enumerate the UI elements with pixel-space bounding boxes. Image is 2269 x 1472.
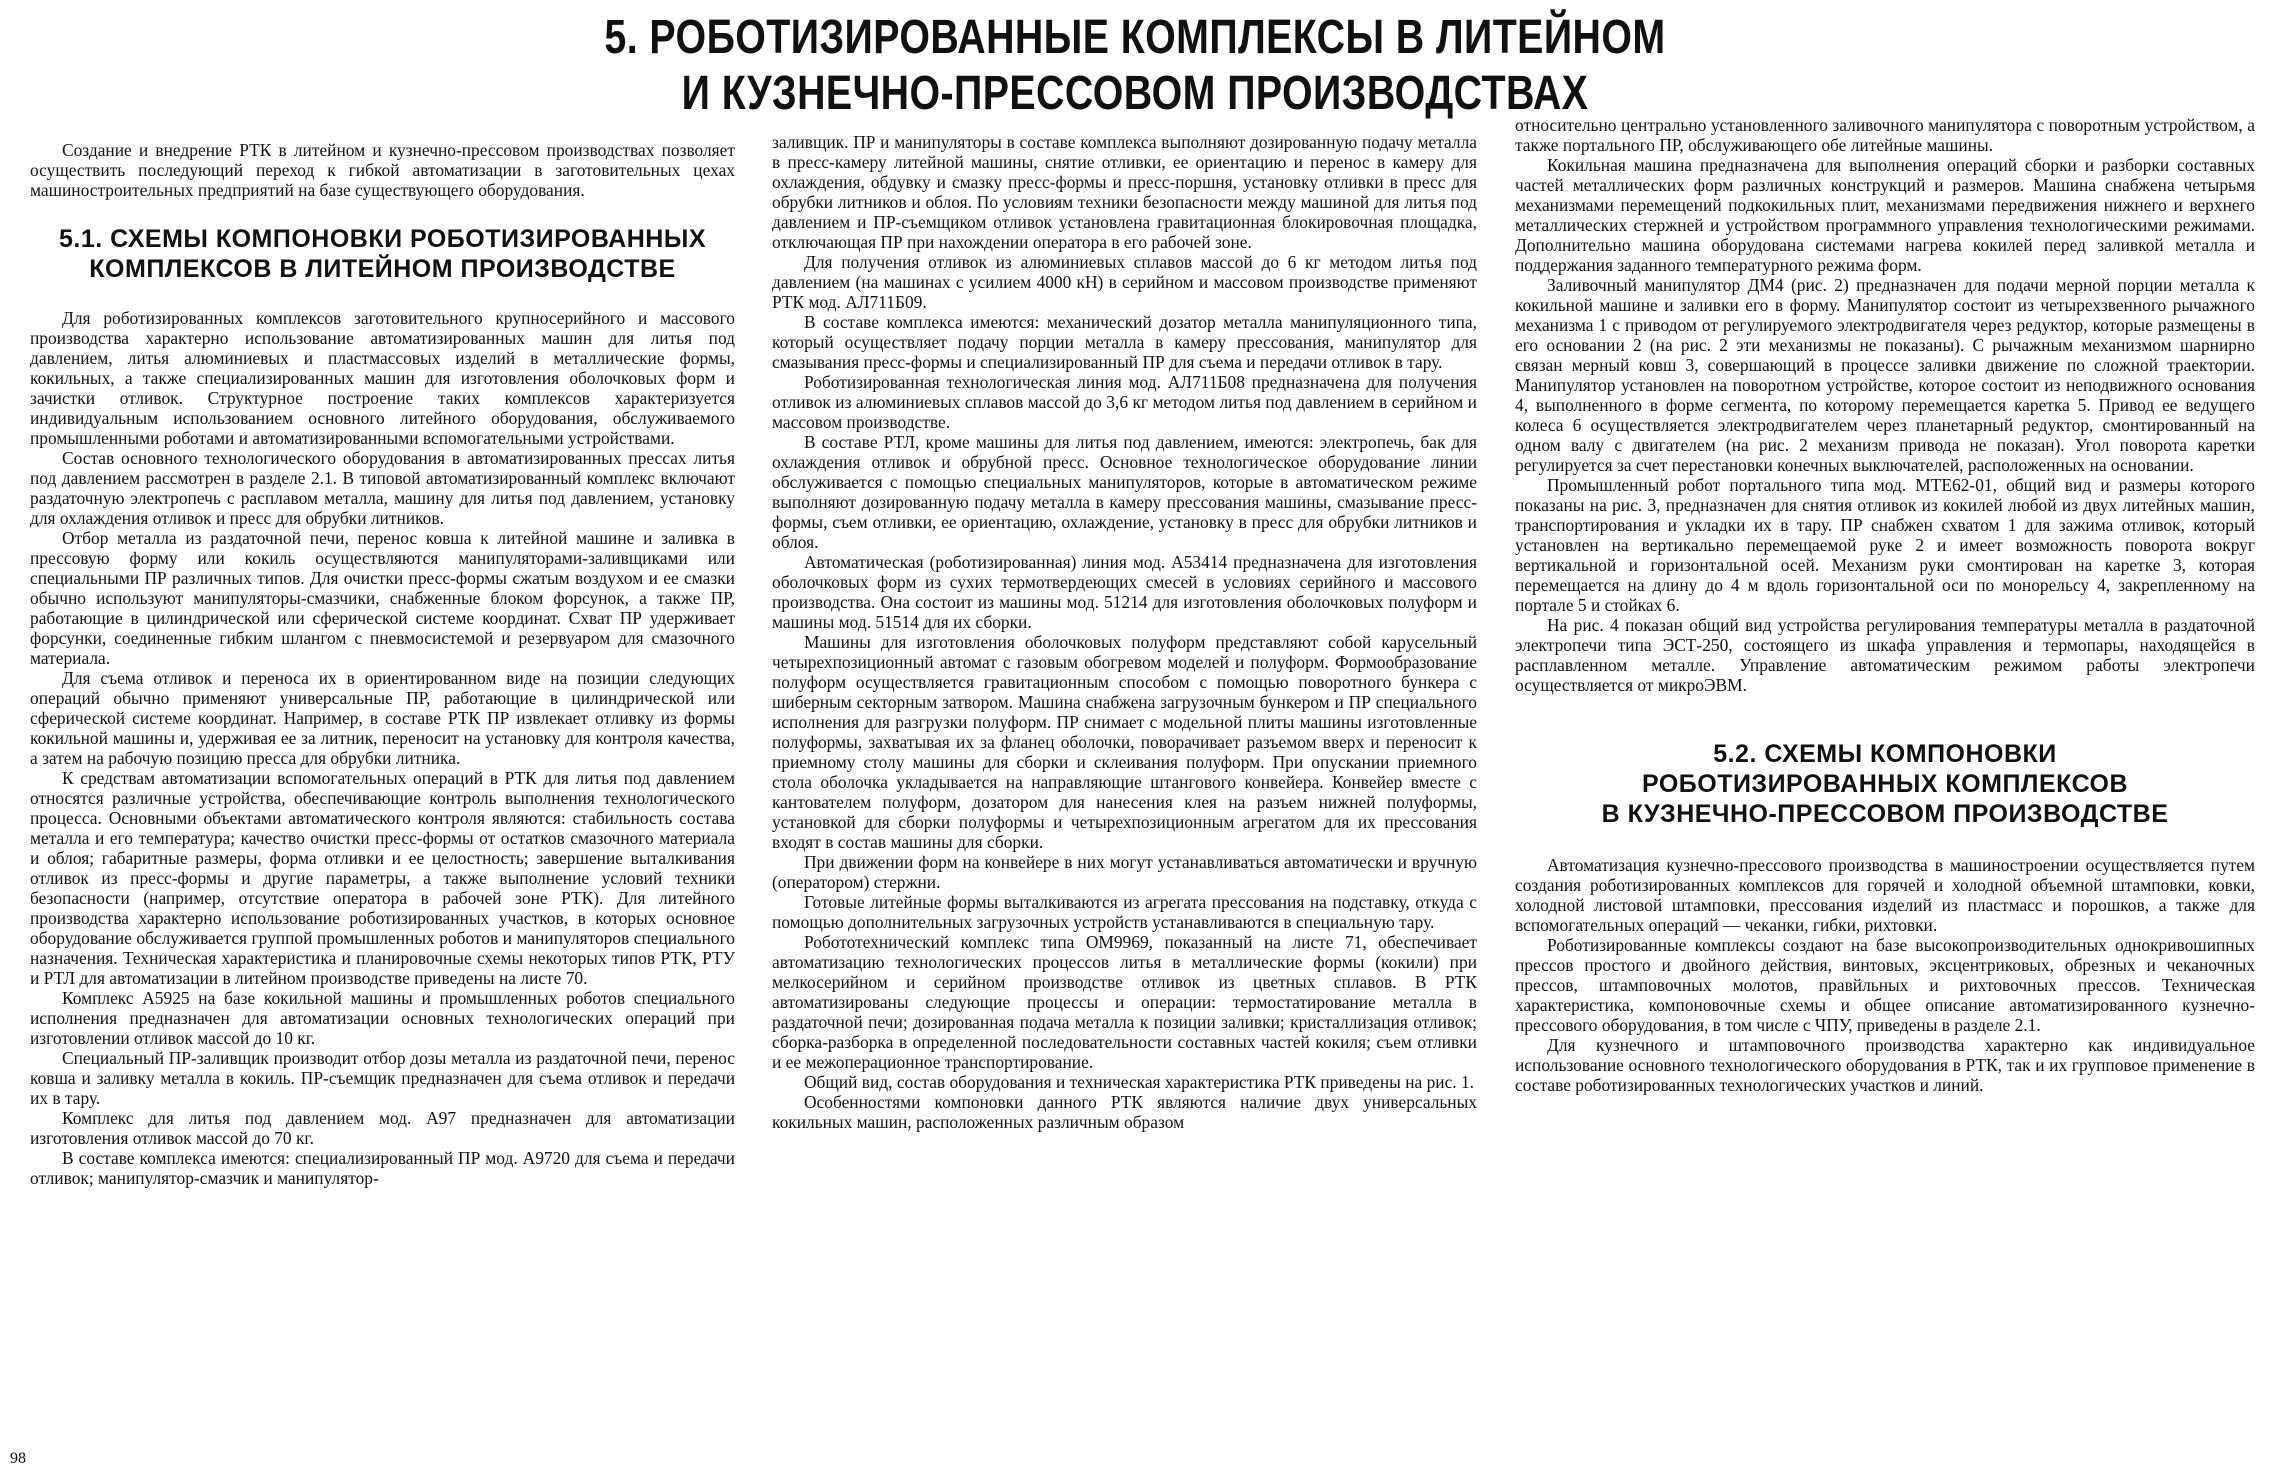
text-column-2 <box>772 132 1477 1132</box>
paragraph: Для кузнечного и штамповочного производства характерно как индивидуальное использование основного технологического оборудования в РТК, так и их групповое применение в составе роботизированных технологических участков и линий. <box>1515 1035 2255 1095</box>
paragraph: Роботизированная технологическая линия мод. АЛ711Б08 предназначена для получения отливок из алюминиевых сплавов массой до 3,6 кг методом литья под давлением в серийном и массовом производстве. <box>772 372 1477 432</box>
section-5-1-heading <box>30 224 735 284</box>
continued-paragraph: заливщик. ПР и манипуляторы в составе комплекса выполняют дозированную подачу металла в пресс-камеру литейной машины, снятие отливки, ее ориентацию и перенос в камеру для охлаждения, обдувку и смазку пресс-формы и пресс-поршня, установку отливки в пресс для обрубки литников и облоя. По условиям техники безопасности между машиной для литья под давлением и ПР-съемщиком отливок установлена гравитационная блокировочная площадка, отключающая ПР при нахождении оператора в его рабочей зоне. <box>772 132 1477 252</box>
paragraph: Готовые литейные формы выталкиваются из агрегата прессования на подставку, откуда с помощью дополнительных загрузочных устройств устанавливаются в специальную тару. <box>772 892 1477 932</box>
text-column-1 <box>30 140 735 1188</box>
paragraph: Заливочный манипулятор ДМ4 (рис. 2) предназначен для подачи мерной порции металла к кокильной машине и заливки его в форму. Манипулятор состоит из четырехзвенного рычажного механизма 1 с приводом от регулируемого электродвигателя через редуктор, которые размещены в его основании 2 (на рис. 2 эти механизмы не показаны). С рычажным механизмом шарнирно связан мерный ковш 3, совершающий в процессе заливки движение по сложной траектории. Манипулятор установлен на поворотном устройстве, которое состоит из неподвижного основания 4, выполненного в форме сегмента, по которому перемещается каретка 5. Привод ее ведущего колеса 6 осуществляется электродвигателем через планетарный редуктор, смонтированный на одном валу с двигателем (на рис. 2 механизм привода не показан). Угол поворота каретки регулируется за счет перестановки конечных выключателей, расположенных на основании. <box>1515 275 2255 475</box>
paragraph: Промышленный робот портального типа мод. МТЕ62-01, общий вид и размеры которого показаны на рис. 3, предназначен для снятия отливок из кокилей любой из двух литейных машин, транспортирования и укладки их в тару. ПР снабжен схватом 1 для зажима отливок, который установлен на вертикально перемещаемой руке 2 и имеет возможность поворота вокруг вертикальной и горизонтальной осей. Механизм руки смонтирован на каретке 3, которая перемещается на длину до 4 м вдоль горизонтальной оси по монорельсу 4, закрепленному на портале 5 и стойках 6. <box>1515 475 2255 615</box>
section-5-2-heading-line-2: РОБОТИЗИРОВАННЫХ КОМПЛЕКСОВ <box>1641 770 2128 798</box>
paragraph: Комплекс для литья под давлением мод. А97 предназначен для автоматизации изготовления отливок массой до 70 кг. <box>30 1108 735 1148</box>
section-5-2-heading <box>1515 739 2255 829</box>
paragraph: К средствам автоматизации вспомогательных операций в РТК для литья под давлением относятся различные устройства, обеспечивающие контроль выполнения технологического процесса. Основными объектами автоматического контроля являются: стабильность состава металла и его температура; качество очистки пресс-формы от остатков смазочного материала и облоя; габаритные размеры, форма отливки и ее целостность; завершение выталкивания отливок из пресс-формы и другие параметры, а также выполнение условий техники безопасности (например, отсутствие оператора в рабочей зоне РТК). Для литейного производства характерно использование роботизированных участков, в которых основное оборудование обслуживается группой промышленных роботов и манипуляторов специального назначения. Техническая характеристика и планировочные схемы некоторых типов РТК, РТУ и РТЛ для автоматизации в литейном производстве приведены на листе 70. <box>30 768 735 988</box>
continued-paragraph: относительно центрально установленного заливочного манипулятора с поворотным устройством, а также портального ПР, обслуживающего обе литейные машины. <box>1515 115 2255 155</box>
section-5-2-heading-line-3: В КУЗНЕЧНО-ПРЕССОВОМ ПРОИЗВОДСТВЕ <box>1601 800 2169 828</box>
intro-paragraph: Создание и внедрение РТК в литейном и кузнечно-прессовом производствах позволяет осуществить последующий переход к гибкой автоматизации в заготовительных цехах машиностроительных предприятий на базе существующего оборудования. <box>30 140 735 200</box>
chapter-title <box>516 10 1754 122</box>
paragraph: Общий вид, состав оборудования и техническая характеристика РТК приведены на рис. 1. <box>804 1072 1475 1092</box>
chapter-title-line-2: И КУЗНЕЧНО-ПРЕССОВОМ ПРОИЗВОДСТВАХ <box>681 67 1589 120</box>
paragraph: Отбор металла из раздаточной печи, перенос ковша к литейной машине и заливка в прессовую форму или кокиль осуществляются манипуляторами-заливщиками или специальными ПР различных типов. Для очистки пресс-формы сжатым воздухом и ее смазки обычно используют манипуляторы-смазчики, снабженные блоком форсунок, а также ПР, работающие в цилиндрической или сферической системе координат. Схват ПР удерживает форсунки, соединенные гибким шлангом с пневмосистемой и резервуаром для смазочного материала. <box>30 528 735 668</box>
paragraph: Для съема отливок и переноса их в ориентированном виде на позиции следующих операций обычно применяют универсальные ПР, работающие в цилиндрической или сферической системе координат. Например, в составе РТК ПР извлекает отливку из формы кокильной машины и, удерживая ее за литник, переносит на установку для контроля качества, а затем на рабочую позицию пресса для обрубки литника. <box>30 668 735 768</box>
page-number: 98 <box>10 1450 26 1467</box>
section-5-2-heading-line-1: 5.2. СХЕМЫ КОМПОНОВКИ <box>1713 740 2057 768</box>
paragraph: Роботизированные комплексы создают на базе высокопроизводительных однокривошипных прессов простого и двойного действия, винтовых, эксцентриковых, обрезных и чеканочных прессов, штамповочных молотов, правйльных и рихтовочных прессов. Техническая характеристика, компоновочные схемы и общее описание автоматизированного кузнечно-прессового оборудования, в том числе с ЧПУ, приведены в разделе 2.1. <box>1515 935 2255 1035</box>
paragraph: Машины для изготовления оболочковых полуформ представляют собой карусельный четырехпозиционный автомат с газовым обогревом моделей и полуформ. Формообразование полуформ осуществляется гравитационным способом с помощью поворотного бункера с шиберным секторным затвором. Машина снабжена загрузочным бункером и ПР специального исполнения для разгрузки полуформ. ПР снимает с модельной плиты машины изготовленные полуформы, захватывая их за фланец оболочки, поворачивает разъемом вверх и переносит к приемному столу машины для сборки и склеивания полуформ. При опускании приемного стола оболочка укладывается на направляющие штангового конвейера. Конвейер вместе с кантователем полуформ, дозатором для нанесения клея на разъем нижней полуформы, установкой для сборки полуформы и четырехпозиционным агрегатом для их прессования входят в состав машины для сборки. <box>772 632 1477 852</box>
text-column-3 <box>1515 115 2255 1095</box>
section-5-1-heading-line-2: КОМПЛЕКСОВ В ЛИТЕЙНОМ ПРОИЗВОДСТВЕ <box>89 255 676 283</box>
paragraph: Состав основного технологического оборудования в автоматизированных прессах литья под давлением рассмотрен в разделе 2.1. В типовой автоматизированный комплекс включают раздаточную электропечь с расплавом металла, машину для литья под давлением, установку для охлаждения отливок и пресс для обрубки литников. <box>30 448 735 528</box>
section-5-1-heading-line-1: 5.1. СХЕМЫ КОМПОНОВКИ РОБОТИЗИРОВАННЫХ <box>58 225 706 253</box>
paragraph: Особенностями компоновки данного РТК являются наличие двух универсальных кокильных машин, расположенных различным образом <box>772 1092 1477 1132</box>
paragraph: Комплекс А5925 на базе кокильной машины и промышленных роботов специального исполнения предназначен для автоматизации основных технологических операций при изготовлении отливок массой до 10 кг. <box>30 988 735 1048</box>
paragraph: Специальный ПР-заливщик производит отбор дозы металла из раздаточной печи, перенос ковша и заливку металла в кокиль. ПР-съемщик предназначен для съема отливок и передачи их в тару. <box>30 1048 735 1108</box>
chapter-title-line-1: 5. РОБОТИЗИРОВАННЫЕ КОМПЛЕКСЫ В ЛИТЕЙНОМ <box>604 11 1666 64</box>
paragraph: Кокильная машина предназначена для выполнения операций сборки и разборки составных частей металлических форм различных конструкций и размеров. Машина снабжена четырьмя механизмами перемещений подкокильных плит, механизмами передвижения нижнего и верхнего металлических стержней и устройством программного управления технологическими режимами. Дополнительно машина оборудована системами нагрева кокилей перед заливкой металла и поддержания заданного температурного режима форм. <box>1515 155 2255 275</box>
paragraph: На рис. 4 показан общий вид устройства регулирования температуры металла в раздаточной электропечи типа ЭСТ-250, состоящего из шкафа управления и термопары, находящейся в расплавленном металле. Управление автоматическим режимом работы электропечи осуществляется от микроЭВМ. <box>1515 615 2255 695</box>
paragraph: Для получения отливок из алюминиевых сплавов массой до 6 кг методом литья под давлением (на машинах с усилием 4000 кН) в серийном и массовом производстве применяют РТК мод. АЛ711Б09. <box>772 252 1477 312</box>
paragraph: При движении форм на конвейере в них могут устанавливаться автоматически и вручную (оператором) стержни. <box>772 852 1477 892</box>
paragraph: Автоматическая (роботизированная) линия мод. А53414 предназначена для изготовления оболочковых форм из сухих термотвердеющих смесей в условиях серийного и массового производства. Она состоит из машины мод. 51214 для изготовления оболочковых полуформ и машины мод. 51514 для их сборки. <box>772 552 1477 632</box>
paragraph: В составе комплекса имеются: специализированный ПР мод. А9720 для съема и передачи отливок; манипулятор-смазчик и манипулятор- <box>30 1148 735 1188</box>
paragraph: В составе комплекса имеются: механический дозатор металла манипуляционного типа, который осуществляет подачу порции металла в камеру прессования, манипулятор для смазывания пресс-формы и специализированный ПР для съема и передачи отливок в тару. <box>772 312 1477 372</box>
paragraph: В составе РТЛ, кроме машины для литья под давлением, имеются: электропечь, бак для охлаждения отливок и обрубной пресс. Основное технологическое оборудование линии обслуживается с помощью специальных манипуляторов, которые в автоматическом режиме выполняют дозированную подачу металла в камеру прессования машины, смазывание пресс-формы, съем отливки, ее ориентацию, охлаждение, установку в пресс для обрубки литников и облоя. <box>772 432 1477 552</box>
paragraph: Автоматизация кузнечно-прессового производства в машиностроении осуществляется путем создания роботизированных комплексов для горячей и холодной объемной штамповки, ковки, холодной листовой штамповки, прессования изделий из пластмасс и порошков, а также для вспомогательных операций — чеканки, гибки, рихтовки. <box>1515 855 2255 935</box>
paragraph: Для роботизированных комплексов заготовительного крупносерийного и массового производства характерно использование автоматизированных машин для литья под давлением, литья алюминиевых и пластмассовых изделий в металлические формы, кокильных, а также специализированных машин для изготовления оболочковых форм и зачистки отливок. Структурное построение таких комплексов характеризуется индивидуальным использованием основного литейного оборудования, обслуживаемого промышленными роботами и автоматизированными вспомогательными устройствами. <box>30 308 735 448</box>
paragraph: Робототехнический комплекс типа ОМ9969, показанный на листе 71, обеспечивает автоматизацию технологических процессов литья в металлические формы (кокили) при мелкосерийном и серийном производстве отливок из цветных сплавов. В РТК автоматизированы следующие процессы и операции: термостатирование металла в раздаточной печи; дозированная подача металла к позиции заливки; кристаллизация отливок; сборка-разборка в определенной последовательности составных частей кокиля; съем отливки и ее межоперационное транспортирование. <box>772 932 1477 1072</box>
